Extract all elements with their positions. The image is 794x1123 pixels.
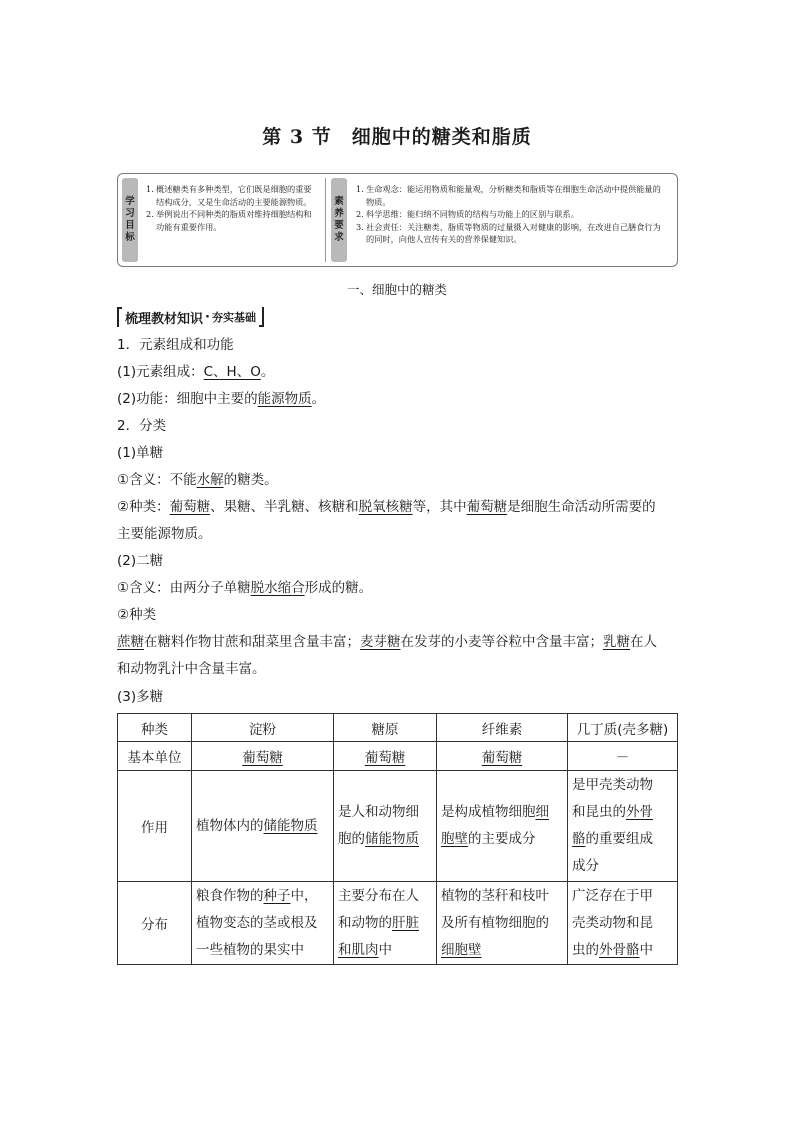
heading-monosaccharide: (1)单糖 (117, 445, 164, 461)
objective-item: 2. 举例说出不同种类的脂质对维持细胞结构和功能有重要作用。 (146, 209, 312, 232)
table-cell: 是人和动物细 胞的储能物质 (334, 771, 437, 882)
requirement-item: 3. 社会责任：关注糖类、脂质等物质的过量摄入对健康的影响，在改进自己膳食行为的同时，向他人宣传有关的营养保健知识。 (356, 221, 661, 245)
heading-polysaccharide: (3)多糖 (117, 689, 164, 705)
paragraph-elements: (1)元素组成：C、H、O。 (117, 364, 275, 380)
literacy-requirements-list (356, 183, 668, 246)
table-row-label: 作用 (118, 771, 192, 882)
table-header-cell: 种类 (118, 714, 192, 742)
banner-bracket-right (259, 307, 264, 327)
learning-objectives-list (146, 183, 318, 233)
section-banner: 梳理教材知识 · 夯实基础 (117, 306, 264, 328)
table-cell: 是甲壳类动物 和昆虫的外骨 骼的重要组成 成分 (568, 771, 678, 882)
table-cell: 粮食作物的种子中， 植物变态的茎或根及 一些植物的果实中 (192, 882, 334, 965)
table-row (118, 742, 678, 771)
polysaccharide-table (117, 713, 678, 965)
page-title: 第 3 节 细胞中的糖类和脂质 (262, 126, 532, 148)
table-row-label: 基本单位 (118, 742, 192, 771)
literacy-requirements-tag: 素 养 要 求 (331, 178, 347, 262)
table-header-cell: 几丁质(壳多糖) (568, 714, 678, 742)
table-row-label: 分布 (118, 882, 192, 965)
table-cell: 葡萄糖 (437, 742, 568, 771)
heading-disaccharide: (2)二糖 (117, 553, 164, 569)
paragraph-function: (2)功能：细胞中主要的能源物质。 (117, 391, 326, 407)
objectives-box (117, 173, 678, 267)
table-header-cell: 糖原 (334, 714, 437, 742)
table-cell: 是构成植物细胞细 胞壁的主要成分 (437, 771, 568, 882)
paragraph-mono-kinds: ②种类：葡萄糖、果糖、半乳糖、核糖和脱氧核糖等，其中葡萄糖是细胞生命活动所需要的 (117, 499, 656, 515)
table-row (118, 882, 678, 965)
paragraph-di-kinds-cont: 和动物乳汁中含量丰富。 (117, 661, 266, 677)
objective-item: 1. 概述糖类有多种类型，它们既是细胞的重要结构成分，又是生命活动的主要能源物质。 (146, 184, 312, 207)
heading-di-kinds: ②种类 (117, 607, 157, 623)
table-cell: － (568, 742, 678, 771)
paragraph-mono-kinds-cont: 主要能源物质。 (117, 526, 212, 542)
table-cell: 广泛存在于甲 壳类动物和昆 虫的外骨骼中 (568, 882, 678, 965)
table-cell: 葡萄糖 (334, 742, 437, 771)
banner-bracket-left (117, 307, 122, 327)
table-header-row (118, 714, 678, 742)
table-cell: 主要分布在人 和动物的肝脏 和肌肉中 (334, 882, 437, 965)
section-title: 一、细胞中的糖类 (346, 282, 447, 297)
table-cell: 葡萄糖 (192, 742, 334, 771)
requirement-item: 1. 生命观念：能运用物质和能量观，分析糖类和脂质等在细胞生命活动中提供能量的物质。 (356, 184, 661, 207)
objectives-divider (325, 178, 326, 262)
table-header-cell: 淀粉 (192, 714, 334, 742)
table-row (118, 771, 678, 882)
heading-composition: 1．元素组成和功能 (117, 337, 234, 353)
table-cell: 植物体内的储能物质 (192, 771, 334, 882)
heading-classification: 2．分类 (117, 418, 167, 434)
learning-objectives-tag: 学 习 目 标 (122, 178, 138, 262)
paragraph-mono-definition: ①含义：不能水解的糖类。 (117, 472, 278, 488)
table-header-cell: 纤维素 (437, 714, 568, 742)
requirement-item: 2. 科学思维：能归纳不同物质的结构与功能上的区别与联系。 (356, 209, 579, 220)
table-cell: 植物的茎秆和枝叶 及所有植物细胞的 细胞壁 (437, 882, 568, 965)
paragraph-di-definition: ①含义：由两分子单糖脱水缩合形成的糖。 (117, 580, 373, 596)
paragraph-di-kinds: 蔗糖在糖料作物甘蔗和甜菜里含量丰富；麦芽糖在发芽的小麦等谷粒中含量丰富；乳糖在人 (117, 634, 657, 650)
